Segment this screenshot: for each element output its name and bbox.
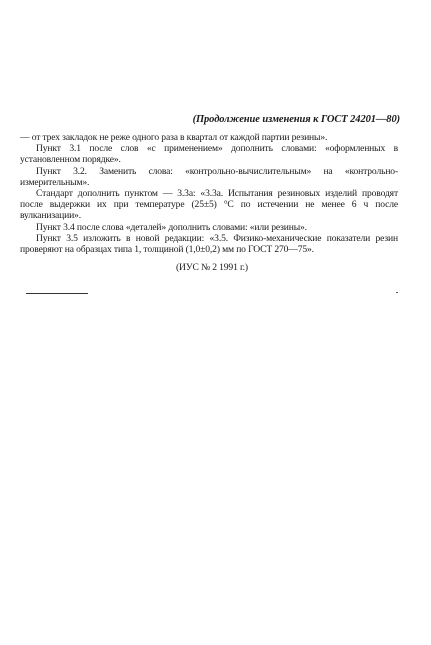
paragraph-sampling-frequency: — от трех закладок не реже одного раза в квартал от каждой партии резины».: [20, 132, 328, 143]
page-mark: [396, 292, 398, 293]
paragraph-item-3-5: Пункт 3.5 изложить в новой редакции: «3.5. Физико-механические показатели резин проверяют на образцах типа 1, толщиной (1,0±0,2) мм по ГОСТ 270—75».: [20, 232, 398, 256]
paragraph-item-3-2: Пункт 3.2. Заменить слова: «контрольно-вычислительным» на «контрольно-измерительным».: [20, 165, 398, 188]
paragraph-item-3-4: Пункт 3.4 после слова «деталей» дополнить словами: «или резины».: [36, 221, 307, 233]
separator-rule: [26, 293, 88, 294]
paragraph-item-3-1: Пункт 3.1 после слов «с применением» дополнить словами: «оформленных в установленном порядке».: [20, 143, 398, 166]
continuation-header: (Продолжение изменения к ГОСТ 24201—80): [192, 114, 400, 125]
ius-reference: (ИУС № 2 1991 г.): [176, 262, 248, 274]
paragraph-item-3-3a: Стандарт дополнить пунктом — 3.3а: «3.3а. Испытания резиновых изделий проводят после выдержки их при температуре (25±5) °С по истечении не менее 6 ч после вулканизации».: [20, 188, 398, 222]
amendment-text: [20, 132, 398, 273]
